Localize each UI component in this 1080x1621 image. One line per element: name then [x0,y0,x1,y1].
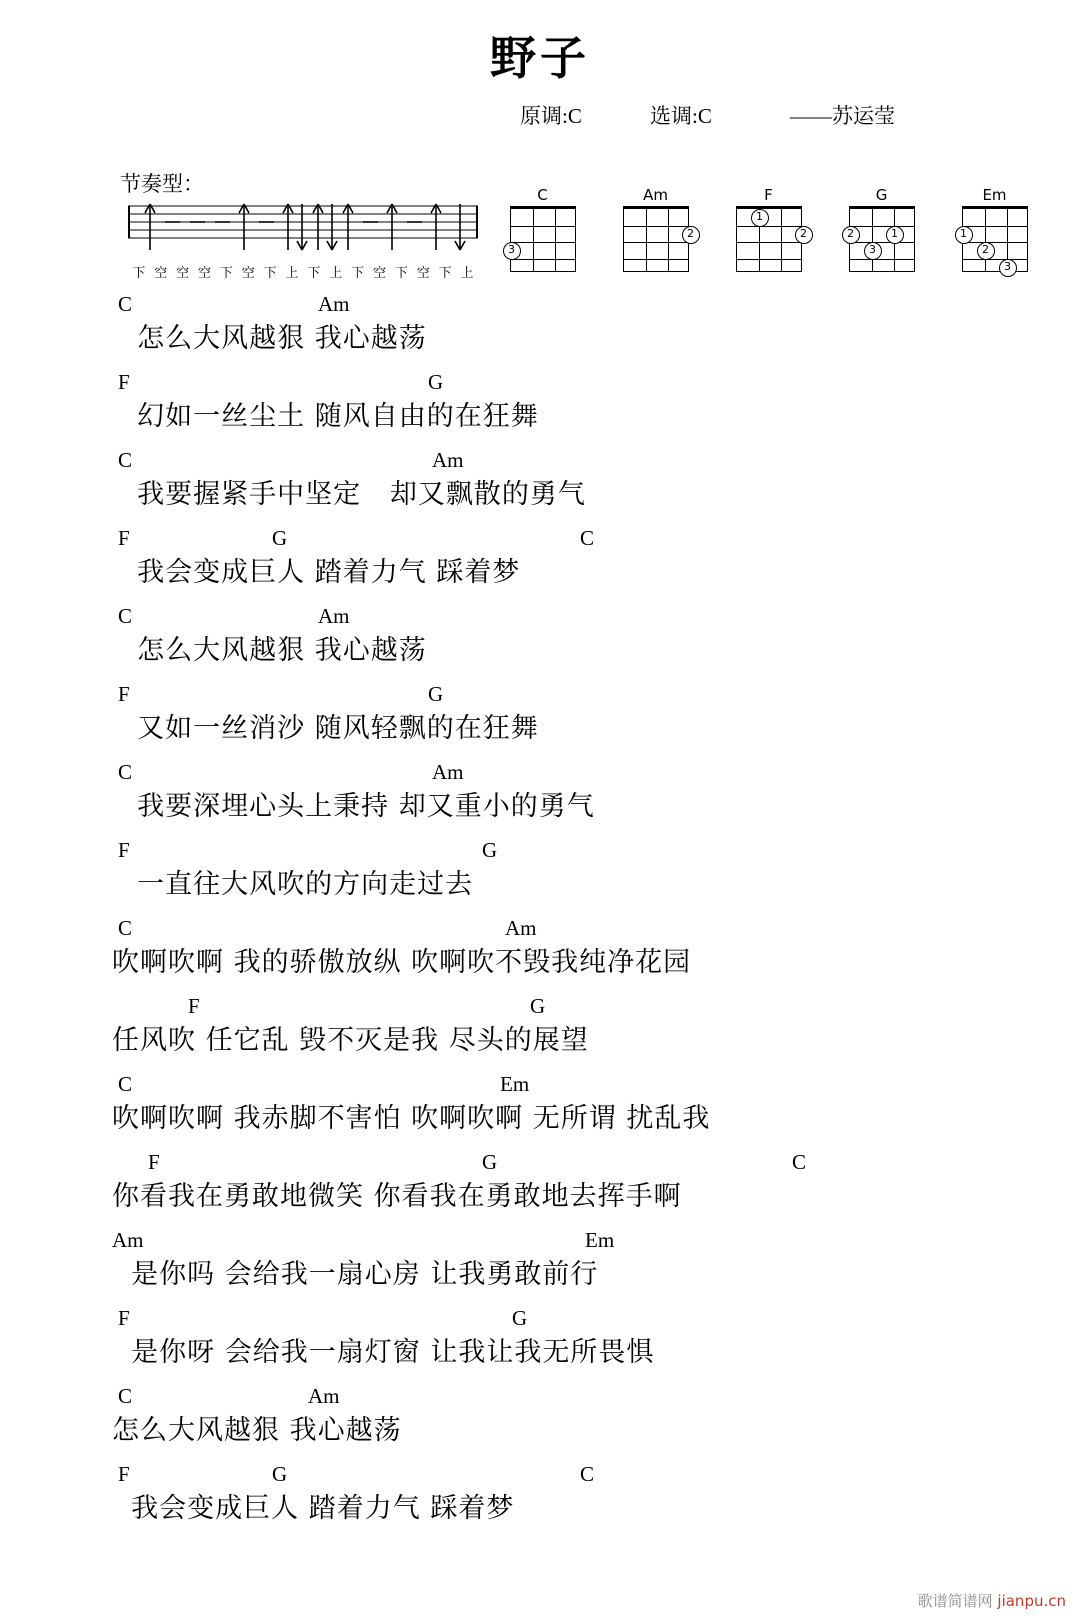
lyric-line-block [0,1150,1080,1228]
chord-label-f: F [118,838,130,862]
chord-label-c: C [792,1150,807,1174]
chord-name: Am [643,186,668,204]
chord-label-am: Am [318,292,350,316]
chord-label-g: G [530,994,546,1018]
fret-line [850,259,914,260]
string-line [555,209,556,271]
lyric-line-block [0,1462,1080,1540]
chord-label-am: Am [112,1228,144,1252]
chord-label-f: F [118,1306,130,1330]
chord-label-g: G [482,1150,498,1174]
chord-label-g: G [272,1462,288,1486]
chord-label-c: C [118,292,133,316]
lyric-text: 吹啊吹啊 我赤脚不害怕 吹啊吹啊 无所谓 扰乱我 [112,1103,711,1134]
strum-label: 上 [329,266,343,281]
chord-label-c: C [118,604,133,628]
string-line [985,209,986,271]
chord-label-am: Am [432,448,464,472]
strum-direction-labels [128,262,478,281]
strum-label: 下 [132,266,146,281]
fretboard-grid [510,206,576,272]
finger-dot: 3 [503,242,521,260]
finger-dot: 3 [864,242,882,260]
finger-dot: 2 [842,226,860,244]
strum-label: 上 [285,266,299,281]
lyric-line-block [0,292,1080,370]
fret-line [737,259,801,260]
chord-label-c: C [580,526,595,550]
chord-name: C [537,186,548,204]
lyric-line-block [0,526,1080,604]
finger-dot: 1 [751,209,769,227]
watermark-url: jianpu.cn [997,1592,1066,1610]
strum-label: 空 [198,266,212,281]
lyric-text: 怎么大风越狠 我心越荡 [112,1415,402,1446]
fret-line [737,242,801,243]
chord-row [0,1072,1080,1098]
fret-line [737,226,801,227]
lyric-line-block [0,370,1080,448]
chord-label-c: C [118,1384,133,1408]
chord-label-em: Em [500,1072,530,1096]
chord-label-g: G [272,526,288,550]
strum-label: 空 [416,266,430,281]
song-meta [520,100,1040,130]
fret-line [511,226,575,227]
lyric-text: 怎么大风越狠 我心越荡 [118,635,427,666]
chord-row [0,838,1080,864]
chord-label-em: Em [585,1228,615,1252]
strum-label: 下 [394,266,408,281]
lyric-text: 吹啊吹啊 我的骄傲放纵 吹啊吹不毁我纯净花园 [112,947,692,978]
chord-row [0,526,1080,552]
chord-row [0,604,1080,630]
chord-label-f: F [118,370,130,394]
fret-line [963,259,1027,260]
chord-label-f: F [118,682,130,706]
rhythm-notation [128,198,478,256]
chord-row [0,760,1080,786]
strum-label: 下 [307,266,321,281]
chord-row [0,994,1080,1020]
fret-line [511,259,575,260]
chord-label-g: G [512,1306,528,1330]
chord-diagram-c [505,186,580,272]
lyric-line-block [0,916,1080,994]
lyric-line-block [0,1384,1080,1462]
strum-label: 上 [460,266,474,281]
lyric-text: 是你吗 会给我一扇心房 让我勇敢前行 [112,1259,599,1290]
chord-row [0,1306,1080,1332]
fretboard-grid [962,206,1028,272]
lyric-line-block [0,448,1080,526]
fret-line [624,259,688,260]
strum-label: 空 [241,266,255,281]
string-line [668,209,669,271]
strum-label: 空 [176,266,190,281]
lyric-line-block [0,1306,1080,1384]
chord-label-f: F [118,1462,130,1486]
chord-row [0,1150,1080,1176]
lyric-text: 幻如一丝尘土 随风自由的在狂舞 [118,401,539,432]
strum-label: 下 [263,266,277,281]
chord-name: Em [982,186,1007,204]
chord-label-g: G [428,370,444,394]
chord-label-c: C [118,1072,133,1096]
fret-line [511,242,575,243]
chord-diagram-f [731,186,806,272]
fretboard-grid [849,206,915,272]
chord-diagram-em [957,186,1032,272]
chord-label-c: C [118,916,133,940]
chord-label-c: C [118,448,133,472]
strum-label: 下 [219,266,233,281]
lyric-text: 我要握紧手中坚定 却又飘散的勇气 [118,479,586,510]
chord-row [0,1384,1080,1410]
rhythm-pattern-label: 节奏型： [120,172,204,196]
chord-name: G [875,186,888,204]
finger-dot: 2 [795,226,813,244]
lyric-text: 一直往大风吹的方向走过去 [118,869,474,900]
chord-row [0,1462,1080,1488]
chord-diagram-row [505,186,1032,272]
lyric-text: 我会变成巨人 踏着力气 踩着梦 [118,557,521,588]
lyric-text: 是你呀 会给我一扇灯窗 让我让我无所畏惧 [112,1337,655,1368]
fretboard-grid [736,206,807,272]
string-line [533,209,534,271]
finger-dot: 2 [977,242,995,260]
chord-row [0,370,1080,396]
page-title: 野子 [490,31,590,85]
lyrics-body [0,292,1080,1540]
fret-line [850,226,914,227]
chord-label-c: C [580,1462,595,1486]
finger-dot: 1 [886,226,904,244]
finger-dot: 2 [682,226,700,244]
lyric-line-block [0,604,1080,682]
lyric-line-block [0,1072,1080,1150]
chord-diagram-am [618,186,693,272]
lyric-line-block [0,1228,1080,1306]
fret-line [624,226,688,227]
chord-label-g: G [428,682,444,706]
chord-label-f: F [188,994,200,1018]
finger-dot: 3 [999,259,1017,277]
chord-label-am: Am [505,916,537,940]
chord-diagram-g [844,186,919,272]
fret-line [850,242,914,243]
lyric-line-block [0,682,1080,760]
lyric-line-block [0,994,1080,1072]
chord-row [0,916,1080,942]
artist-credit: ——苏运莹 [790,104,895,128]
chord-name: F [764,186,773,204]
strum-label: 空 [373,266,387,281]
chord-row [0,1228,1080,1254]
rhythm-staff-icon [128,198,478,256]
selected-key: 选调:C [650,104,712,128]
chord-label-am: Am [308,1384,340,1408]
fretboard-grid [623,206,694,272]
strum-label: 下 [438,266,452,281]
lyric-text: 我会变成巨人 踏着力气 踩着梦 [112,1493,515,1524]
chord-row [0,292,1080,318]
chord-row [0,448,1080,474]
lyric-text: 任风吹 任它乱 毁不灭是我 尽头的展望 [112,1025,589,1056]
strum-label: 下 [351,266,365,281]
watermark [918,1590,1066,1611]
fret-line [624,242,688,243]
lyric-line-block [0,838,1080,916]
original-key: 原调:C [520,104,582,128]
lyric-line-block [0,760,1080,838]
chord-label-am: Am [432,760,464,784]
strum-label: 空 [154,266,168,281]
lyric-text: 我要深埋心头上秉持 却又重小的勇气 [118,791,595,822]
lyric-text: 又如一丝消沙 随风轻飘的在狂舞 [118,713,539,744]
watermark-text: 歌谱简谱网 [917,1592,993,1610]
string-line [646,209,647,271]
chord-label-c: C [118,760,133,784]
finger-dot: 1 [955,226,973,244]
chord-row [0,682,1080,708]
chord-label-g: G [482,838,498,862]
string-line [872,209,873,271]
chord-label-am: Am [318,604,350,628]
chord-label-f: F [118,526,130,550]
string-line [781,209,782,271]
fret-line [963,242,1027,243]
chord-label-f: F [148,1150,160,1174]
fret-line [963,226,1027,227]
lyric-text: 你看我在勇敢地微笑 你看我在勇敢地去挥手啊 [112,1181,682,1212]
lyric-text: 怎么大风越狠 我心越荡 [118,323,427,354]
